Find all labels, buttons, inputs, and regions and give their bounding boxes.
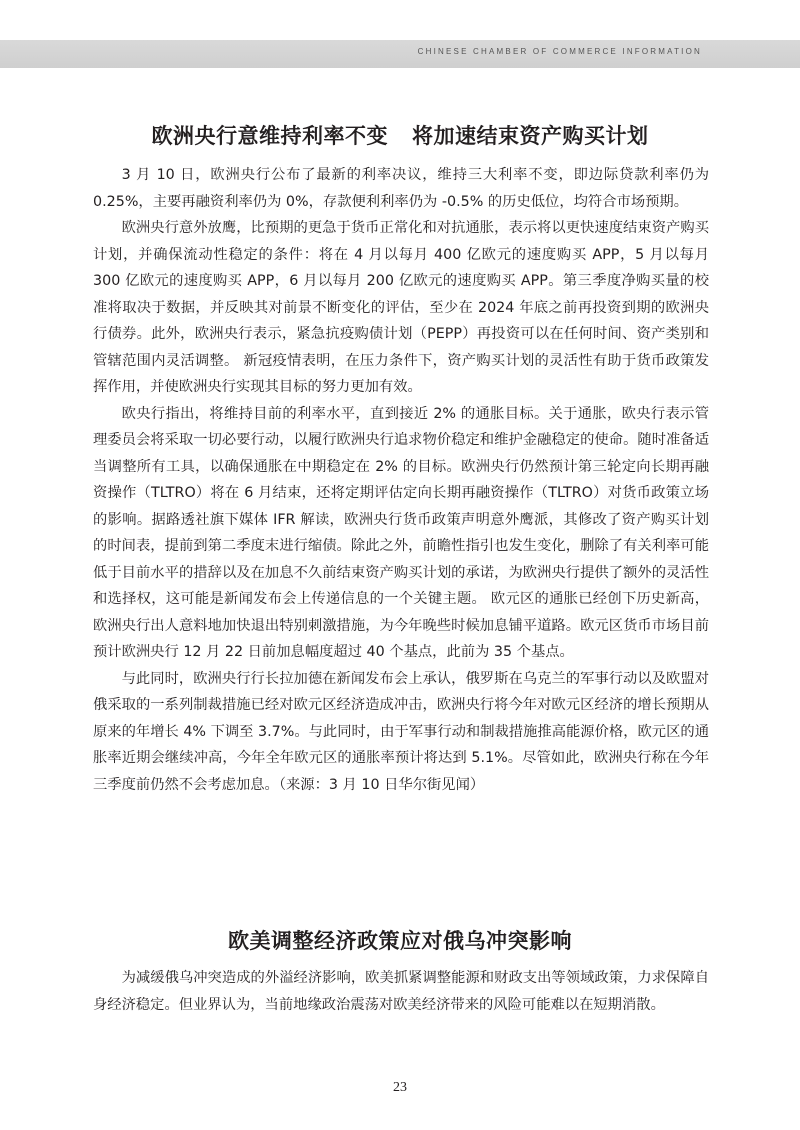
publication-header: CHINESE CHAMBER OF COMMERCE INFORMATION bbox=[417, 47, 702, 56]
paragraph: 欧洲央行意外放鹰，比预期的更急于货币正常化和对抗通胀，表示将以更快速度结束资产购买计划，并确保流动性稳定的条件：将在 4 月以每月 400 亿欧元的速度购买 APP，5 月以每月 300 亿欧元的速度购买 APP，6 月以每月 200 亿欧元的速度购买 APP。第三季度净购买量的校准将取决于数据，并反映其对前景不断变化的评估，至少在 2024 年底之前再投资到期的欧洲央行债券。此外，欧洲央行表示，紧急抗疫购债计划（PEPP）再投资可以在任何时间、资产类别和管辖范围内灵活调整。 新冠疫情表明，在压力条件下，资产购买计划的灵活性有助于货币政策发挥作用，并使欧洲央行实现其目标的努力更加有效。 bbox=[93, 220, 709, 395]
page-number: 23 bbox=[393, 1080, 407, 1095]
article-body-2 bbox=[93, 965, 709, 1018]
article-title bbox=[0, 120, 800, 150]
article-title-part1: 欧洲央行意维持利率不变 bbox=[151, 124, 388, 148]
article-title-part2: 将加速结束资产购买计划 bbox=[412, 124, 649, 148]
paragraph: 与此同时，欧洲央行行长拉加德在新闻发布会上承认，俄罗斯在乌克兰的军事行动以及欧盟对俄采取的一系列制裁措施已经对欧元区经济造成冲击，欧洲央行将今年对欧元区经济的增长预期从原来的年增长 4% 下调至 3.7%。与此同时，由于军事行动和制裁措施推高能源价格，欧元区的通胀率近期会继续冲高，今年全年欧元区的通胀率预计将达到 5.1%。尽管如此，欧洲央行称在今年三季度前仍然不会考虑加息。（来源：3 月 10 日华尔街见闻） bbox=[93, 670, 709, 793]
article-body bbox=[93, 162, 709, 798]
paragraph: 为减缓俄乌冲突造成的外溢经济影响，欧美抓紧调整能源和财政支出等领域政策，力求保障自身经济稳定。但业界认为，当前地缘政治震荡对欧美经济带来的风险可能难以在短期消散。 bbox=[93, 970, 709, 1013]
paragraph: 3 月 10 日，欧洲央行公布了最新的利率决议，维持三大利率不变，即边际贷款利率仍为 0.25%，主要再融资利率仍为 0%，存款便利利率仍为 -0.5% 的历史低位，均符合市场预期。 bbox=[93, 167, 709, 210]
paragraph: 欧央行指出，将维持目前的利率水平，直到接近 2% 的通胀目标。关于通胀，欧央行表示管理委员会将采取一切必要行动，以履行欧洲央行追求物价稳定和维护金融稳定的使命。随时准备适当调整所有工具，以确保通胀在中期稳定在 2% 的目标。欧洲央行仍然预计第三轮定向长期再融资操作（TLTRO）将在 6 月结束，还将定期评估定向长期再融资操作（TLTRO）对货币政策立场的影响。据路透社旗下媒体 IFR 解读，欧洲央行货币政策声明意外鹰派，其修改了资产购买计划的时间表，提前到第二季度末进行缩债。除此之外，前瞻性指引也发生变化，删除了有关利率可能低于目前水平的措辞以及在加息不久前结束资产购买计划的承诺，为欧洲央行提供了额外的灵活性和选择权，这可能是新闻发布会上传递信息的一个关键主题。 欧元区的通胀已经创下历史新高，欧洲央行出人意料地加快退出特别刺激措施，为今年晚些时候加息铺平道路。欧元区货币市场目前预计欧洲央行 12 月 22 日前加息幅度超过 40 个基点，此前为 35 个基点。 bbox=[93, 405, 709, 660]
article-title-2: 欧美调整经济政策应对俄乌冲突影响 bbox=[228, 929, 572, 953]
